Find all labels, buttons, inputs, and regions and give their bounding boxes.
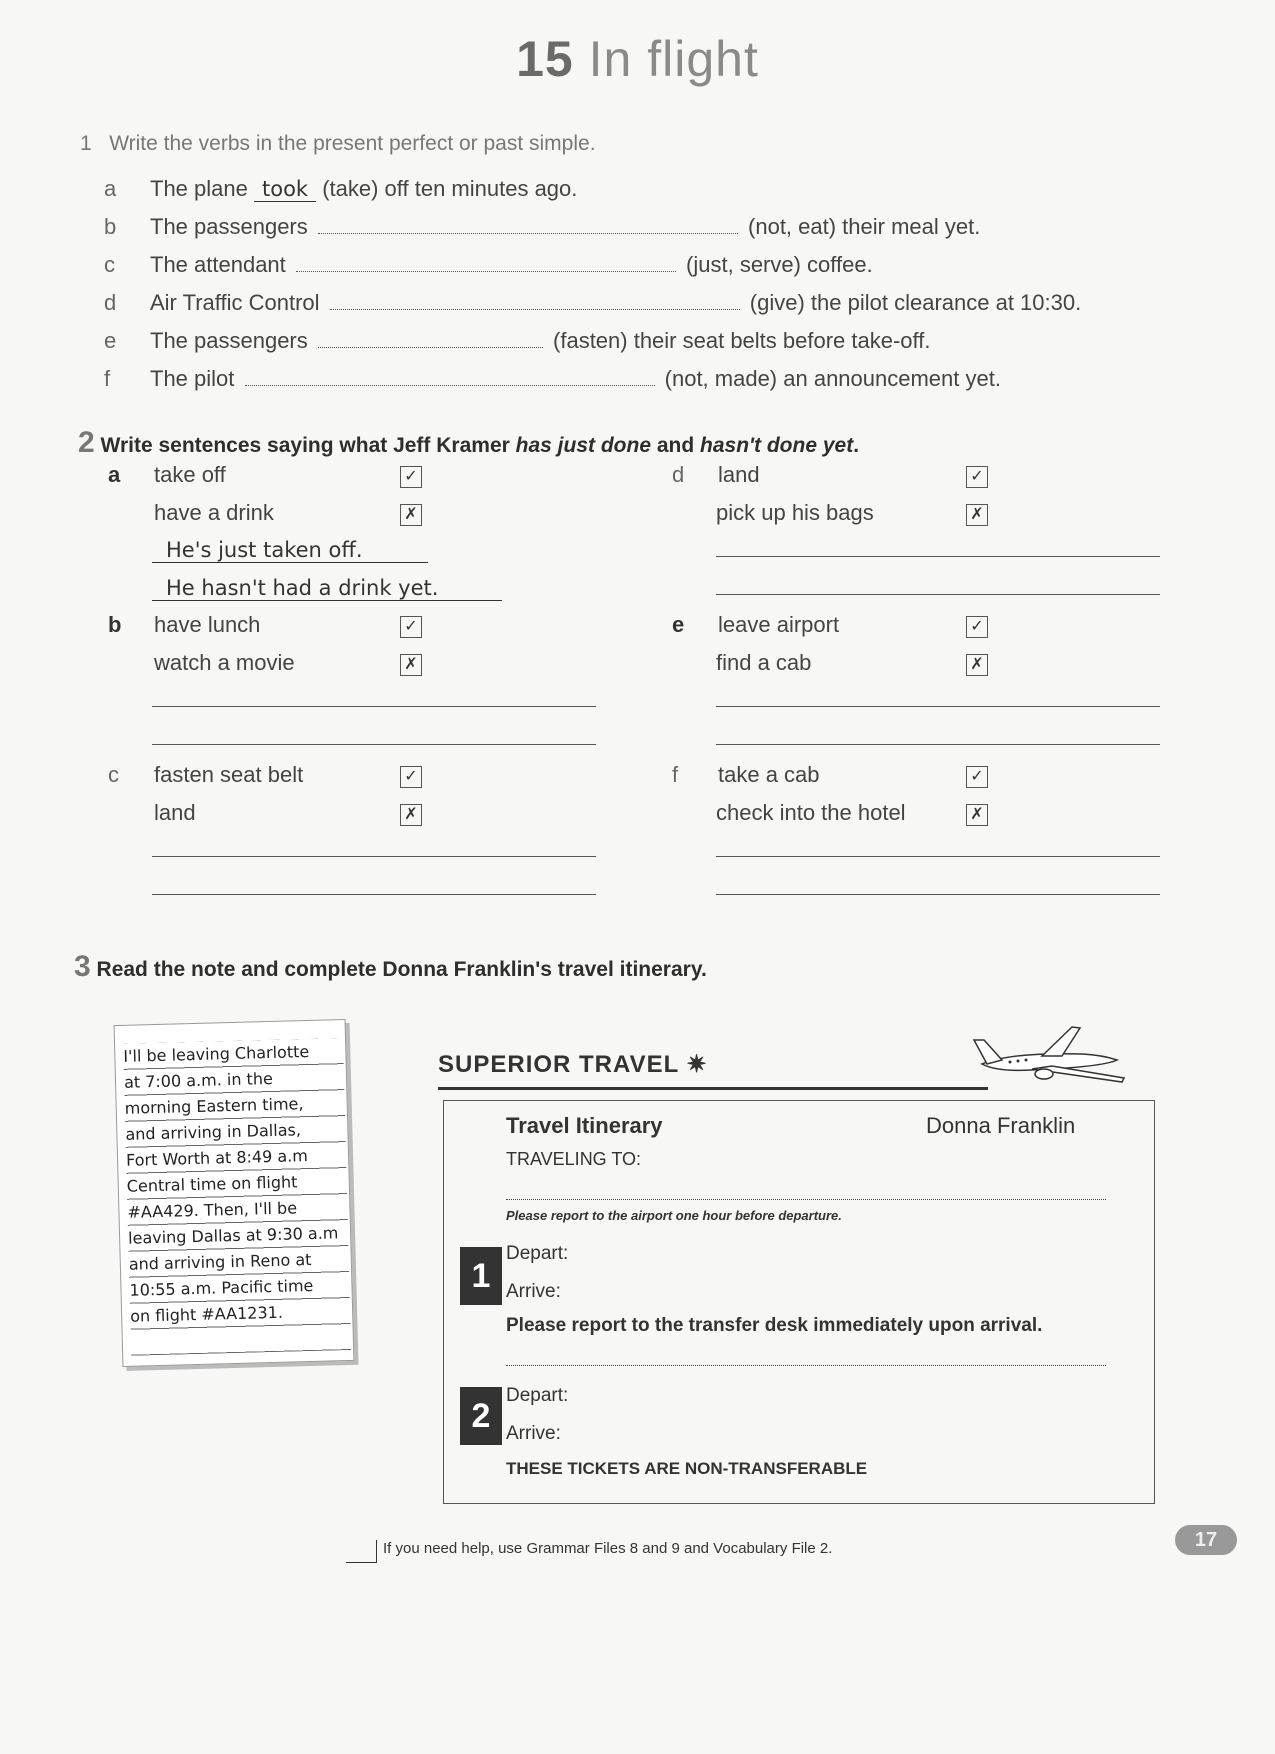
cross-box: ✗ (400, 654, 422, 676)
check-box: ✓ (400, 616, 422, 638)
exercise-1c: c The attendant (just, serve) coffee. (104, 252, 873, 277)
answer-line[interactable] (716, 894, 1160, 895)
section-1-instruction: Write the verbs in the present perfect or past simple. (109, 132, 596, 155)
leg-2-depart-label: Depart: (506, 1385, 569, 1406)
non-transferable-note: THESE TICKETS ARE NON-TRANSFERABLE (506, 1459, 868, 1478)
answer-field[interactable] (318, 329, 543, 348)
answer-field[interactable] (318, 215, 738, 234)
section-1-number: 1 (80, 132, 92, 155)
transfer-note: Please report to the transfer desk immediately upon arrival. (506, 1315, 1043, 1336)
leg-2-arrive-label: Arrive: (506, 1423, 561, 1444)
answer-line[interactable] (152, 856, 596, 857)
answer-line[interactable]: He hasn't had a drink yet. (152, 576, 502, 601)
page-title (0, 30, 1275, 88)
help-note: If you need help, use Grammar Files 8 and 9 and Vocabulary File 2. (383, 1540, 833, 1557)
unit-number: 15 (516, 31, 574, 87)
leg-1-badge: 1 (460, 1247, 502, 1305)
group-c: c fasten seat belt (108, 762, 304, 787)
cross-box: ✗ (400, 504, 422, 526)
note-text: I'll be leaving Charlotte at 7:00 a.m. in the morning Eastern time, and arriving in Dallas, Fort Worth at 8:49 a.m Central time on flight #AA429. Then, I'll be leaving Dallas at 9:30 a.m and arriving in Reno at 10:55 a.m. Pacific time on flight #AA1231. (123, 1038, 351, 1356)
not-done-activity: land (154, 800, 196, 825)
traveling-to-label: TRAVELING TO: (506, 1149, 642, 1169)
help-bracket (346, 1540, 377, 1563)
airplane-icon (972, 1022, 1132, 1092)
agency-name: SUPERIOR TRAVEL ✷ (438, 1051, 708, 1078)
not-done-activity: check into the hotel (716, 800, 906, 825)
itinerary-heading: Travel Itinerary (506, 1113, 663, 1138)
check-box: ✓ (400, 766, 422, 788)
section-3-number: 3 (74, 950, 91, 983)
group-a: a take off (108, 462, 226, 487)
exercise-1a: a The plane took (take) off ten minutes ago. (104, 176, 578, 201)
answer-line[interactable] (716, 556, 1160, 557)
cross-box: ✗ (966, 504, 988, 526)
group-f: f take a cab (672, 762, 820, 787)
report-note: Please report to the airport one hour before departure. (506, 1208, 842, 1223)
answer-field[interactable] (245, 367, 655, 386)
page-number: 17 (1175, 1525, 1237, 1555)
answer-line[interactable] (716, 706, 1160, 707)
answer-field[interactable] (330, 291, 740, 310)
not-done-activity: have a drink (154, 500, 274, 525)
check-box: ✓ (966, 466, 988, 488)
leg-2-badge: 2 (460, 1387, 502, 1445)
star-icon: ✷ (686, 1051, 708, 1078)
transfer-field[interactable] (506, 1365, 1106, 1366)
not-done-activity: find a cab (716, 650, 812, 675)
not-done-activity: watch a movie (154, 650, 295, 675)
group-b: b have lunch (108, 612, 261, 637)
group-e: e leave airport (672, 612, 840, 637)
handwritten-note (114, 1019, 355, 1367)
section-2-number: 2 (78, 426, 95, 459)
answer-line[interactable] (152, 744, 596, 745)
exercise-1e: e The passengers (fasten) their seat belts before take-off. (104, 328, 931, 353)
answer-field[interactable]: took (254, 177, 316, 202)
cross-box: ✗ (400, 804, 422, 826)
answer-line[interactable] (716, 856, 1160, 857)
section-1-heading (80, 132, 596, 156)
exercise-1d: d Air Traffic Control (give) the pilot clearance at 10:30. (104, 290, 1082, 315)
check-box: ✓ (966, 616, 988, 638)
group-d: d land (672, 462, 760, 487)
not-done-activity: pick up his bags (716, 500, 874, 525)
check-box: ✓ (966, 766, 988, 788)
answer-line[interactable] (716, 744, 1160, 745)
agency-rule (438, 1087, 988, 1090)
travel-itinerary (443, 1100, 1155, 1504)
answer-line[interactable] (152, 706, 596, 707)
section-3-heading: 3 Read the note and complete Donna Franklin's travel itinerary. (74, 950, 707, 983)
unit-title: In flight (588, 31, 759, 87)
passenger-name: Donna Franklin (926, 1113, 1076, 1138)
check-box: ✓ (400, 466, 422, 488)
section-2-heading: 2 Write sentences saying what Jeff Kramer has just done and hasn't done yet. (78, 426, 860, 459)
answer-line[interactable] (152, 894, 596, 895)
traveling-to-field[interactable] (506, 1199, 1106, 1200)
cross-box: ✗ (966, 804, 988, 826)
answer-field[interactable] (296, 253, 676, 272)
answer-line[interactable] (716, 594, 1160, 595)
leg-1-depart-label: Depart: (506, 1243, 569, 1264)
leg-1-arrive-label: Arrive: (506, 1281, 561, 1302)
exercise-1f: f The pilot (not, made) an announcement yet. (104, 366, 1001, 391)
exercise-1b: b The passengers (not, eat) their meal yet. (104, 214, 981, 239)
cross-box: ✗ (966, 654, 988, 676)
answer-line[interactable]: He's just taken off. (152, 538, 428, 563)
